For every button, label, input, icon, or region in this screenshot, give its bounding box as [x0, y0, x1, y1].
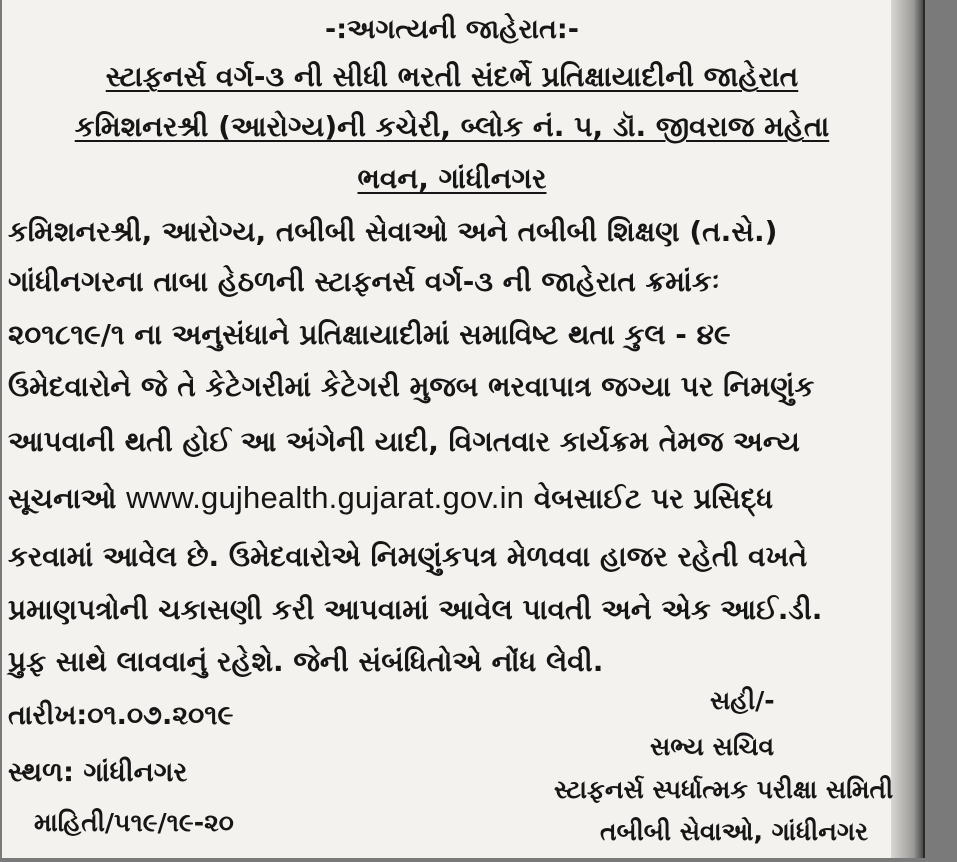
- signatory-title: સભ્ય સચિવ: [650, 732, 775, 761]
- body-line-5: આપવાની થતી હોઈ આ અંગેની યાદી, વિગતવાર કાર્યક્રમ તેમજ અન્ય: [8, 425, 800, 458]
- notice-title-line-3: ભવન, ગાંધીનગર: [357, 162, 547, 195]
- body-line-9: પ્રુફ સાથે લાવવાનું રહેશે. જેની સંબંધિતોએ નોંધ લેવી.: [8, 645, 604, 678]
- committee-name: સ્ટાફનર્સ સ્પર્ધાત્મક પરીક્ષા સમિતી: [554, 775, 894, 804]
- body-line-2: ગાંધીનગરના તાબા હેઠળની સ્ટાફનર્સ વર્ગ-૩ ની જાહેરાત ક્રમાંકઃ: [8, 265, 720, 298]
- notice-sheet: [2, 0, 925, 858]
- body-line-3: ૨૦૧૮૧૯/૧ ના અનુસંધાને પ્રતિક્ષાયાદીમાં સમાવિષ્ટ થતા કુલ - ૪૯: [8, 318, 731, 351]
- info-reference: માહિતી/૫૧૯/૧૯-૨૦: [34, 808, 234, 837]
- website-url[interactable]: www.gujhealth.gujarat.gov.in: [126, 480, 525, 515]
- notice-title-line-1: સ્ટાફનર્સ વર્ગ-૩ ની સીધી ભરતી સંદર્ભે પ્રતિક્ષાયાદીની જાહેરાત: [105, 60, 799, 93]
- body-line-7: કરવામાં આવેલ છે. ઉમેદવારોએ નિમણુંકપત્ર મેળવવા હાજર રહેતી વખતે: [8, 540, 808, 573]
- body-line-8: પ્રમાણપત્રોની ચકાસણી કરી આપવામાં આવેલ પાવતી અને એક આઈ.ડી.: [8, 593, 823, 626]
- body-line-4: ઉમેદવારોને જે તે કેટેગરીમાં કેટેગરી મુજબ ભરવાપાત્ર જગ્યા પર નિમણુંક: [8, 370, 815, 403]
- notice-title-line-2: કમિશનરશ્રી (આરોગ્ય)ની કચેરી, બ્લોક નં. ૫, ડૉ. જીવરાજ મહેતા: [74, 110, 830, 143]
- notice-date: તારીખ:૦૧.૦૭.૨૦૧૯: [8, 700, 234, 731]
- body-line-6-prefix: સૂચનાઓ: [8, 482, 117, 515]
- body-line-6-suffix: વેબસાઈટ પર પ્રસિદ્ધ: [533, 482, 774, 515]
- signature: સહી/-: [710, 686, 775, 715]
- notice-label: -:અગત્યની જાહેરાત:-: [325, 14, 579, 45]
- body-line-6: [8, 480, 773, 516]
- notice-place: સ્થળ: ગાંધીનગર: [8, 757, 188, 788]
- body-line-1: કમિશનરશ્રી, આરોગ્ય, તબીબી સેવાઓ અને તબીબી શિક્ષણ (ત.સે.): [8, 215, 778, 248]
- department-name: તબીબી સેવાઓ, ગાંધીનગર: [600, 817, 869, 846]
